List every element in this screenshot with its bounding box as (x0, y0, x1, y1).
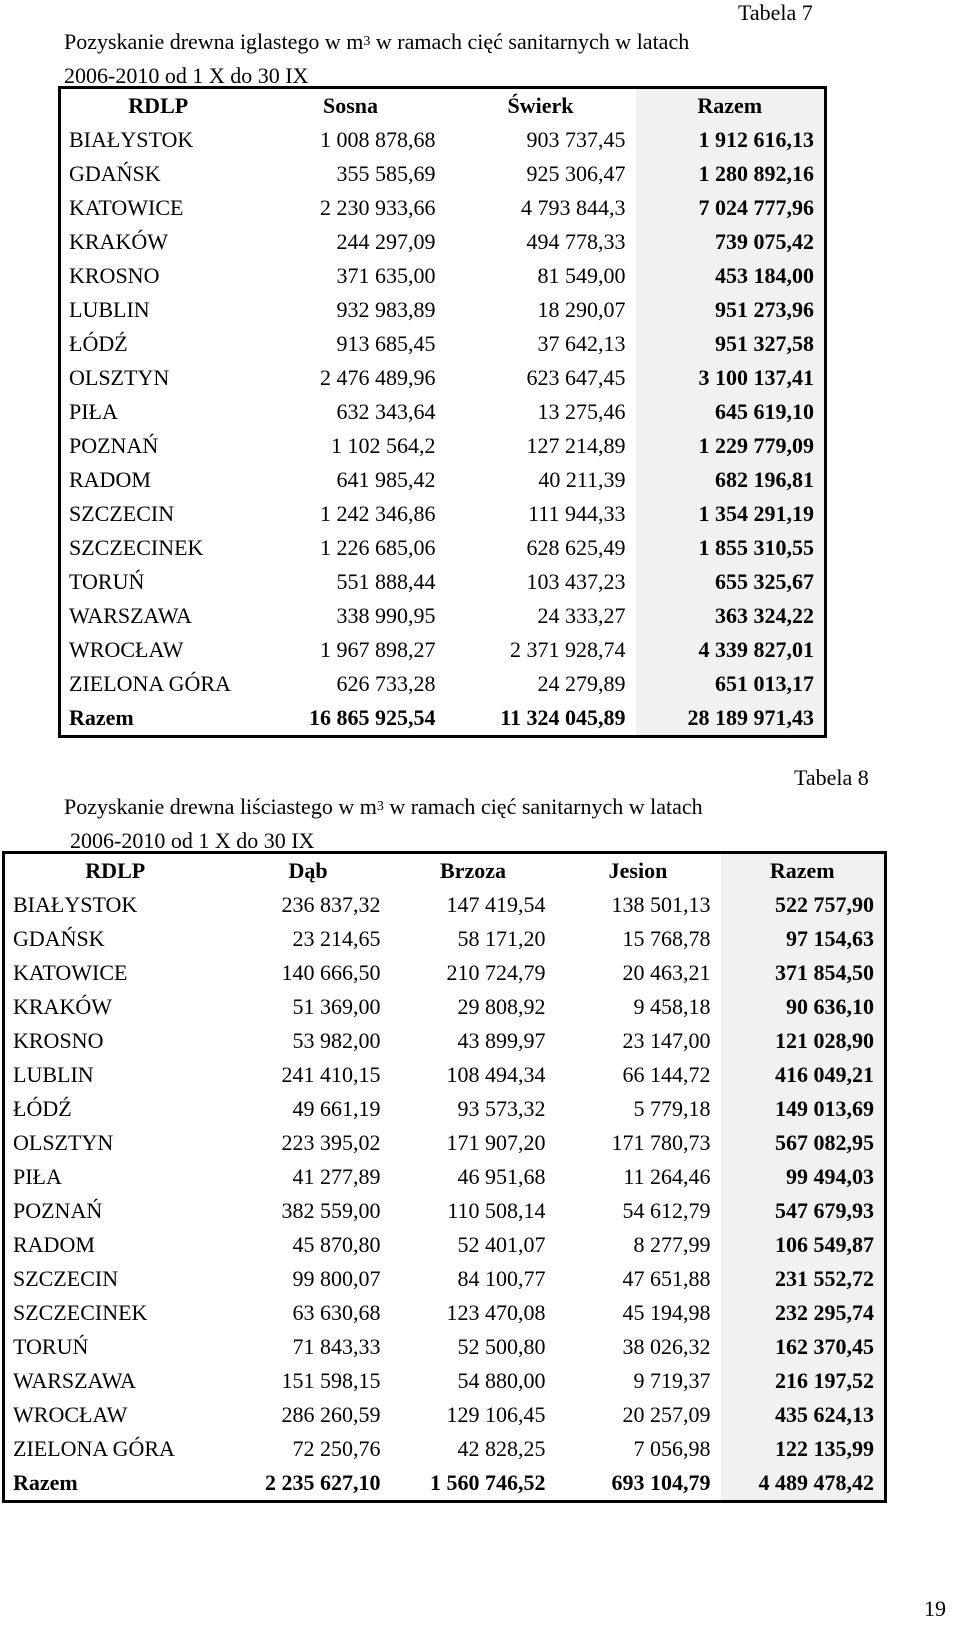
value-cell: 63 630,68 (292, 1300, 381, 1325)
value-cell: 913 685,45 (336, 331, 436, 356)
value-cell: 54 880,00 (457, 1368, 546, 1393)
value-cell: 494 778,33 (526, 229, 626, 254)
value-cell: 29 808,92 (457, 994, 546, 1019)
table-row (60, 191, 826, 225)
value-cell: 38 026,32 (622, 1334, 711, 1359)
value-cell: 16 865 925,54 (309, 705, 436, 730)
rdlp-cell: WARSZAWA (69, 603, 192, 628)
value-cell: 223 395,02 (281, 1130, 381, 1155)
value-cell: 7 056,98 (633, 1436, 711, 1461)
value-cell: 71 843,33 (292, 1334, 381, 1359)
value-cell: 66 144,72 (622, 1062, 711, 1087)
table-row (4, 1058, 886, 1092)
table-row (4, 1024, 886, 1058)
total-cell: 1 354 291,19 (636, 497, 826, 531)
total-cell: 1 280 892,16 (636, 157, 826, 191)
table-row (60, 225, 826, 259)
value-cell: 1 560 746,52 (430, 1470, 546, 1495)
table-row (4, 1228, 886, 1262)
table-7-caption-sup: 3 (363, 34, 371, 49)
total-cell: 951 273,96 (636, 293, 826, 327)
value-cell: 286 260,59 (281, 1402, 381, 1427)
value-cell: 24 279,89 (537, 671, 626, 696)
value-cell: 382 559,00 (281, 1198, 381, 1223)
table-row (4, 1092, 886, 1126)
table-8-header-row (4, 853, 886, 889)
total-cell: 4 489 478,42 (721, 1466, 886, 1502)
rdlp-cell: SZCZECINEK (13, 1300, 148, 1325)
rdlp-cell: Razem (69, 705, 134, 730)
rdlp-cell: KRAKÓW (13, 994, 112, 1019)
value-cell: 18 290,07 (537, 297, 626, 322)
table-8-caption-years: 2006-2010 od 1 X do 30 IX (70, 828, 315, 853)
table-7-caption-years: 2006-2010 od 1 X do 30 IX (64, 63, 309, 88)
rdlp-cell: TORUŃ (69, 569, 145, 594)
total-cell: 162 370,45 (721, 1330, 886, 1364)
total-cell: 216 197,52 (721, 1364, 886, 1398)
value-cell: 1 008 878,68 (320, 127, 436, 152)
total-cell: 121 028,90 (721, 1024, 886, 1058)
value-cell: 123 470,08 (446, 1300, 546, 1325)
table-row (60, 633, 826, 667)
value-cell: 41 277,89 (292, 1164, 381, 1189)
total-cell: 435 624,13 (721, 1398, 886, 1432)
value-cell: 932 983,89 (336, 297, 436, 322)
value-cell: 355 585,69 (336, 161, 436, 186)
table-row (4, 956, 886, 990)
table-total-row (4, 1466, 886, 1502)
value-cell: 108 494,34 (446, 1062, 546, 1087)
value-cell: 551 888,44 (336, 569, 436, 594)
table-7-caption (64, 27, 824, 91)
value-cell: 23 214,65 (292, 926, 381, 951)
total-cell: 682 196,81 (636, 463, 826, 497)
column-header: Razem (636, 88, 826, 124)
value-cell: 20 257,09 (622, 1402, 711, 1427)
table-7-label: Tabela 7 (738, 0, 813, 25)
value-cell: 127 214,89 (526, 433, 626, 458)
value-cell: 111 944,33 (528, 501, 626, 526)
column-header: Brzoza (440, 858, 506, 883)
rdlp-cell: WROCŁAW (69, 637, 184, 662)
rdlp-cell: PIŁA (13, 1164, 62, 1189)
value-cell: 241 410,15 (281, 1062, 381, 1087)
table-8 (2, 851, 887, 1503)
total-cell: 28 189 971,43 (636, 701, 826, 737)
value-cell: 623 647,45 (526, 365, 626, 390)
value-cell: 11 324 045,89 (500, 705, 626, 730)
total-cell: 739 075,42 (636, 225, 826, 259)
total-cell: 655 325,67 (636, 565, 826, 599)
value-cell: 171 780,73 (611, 1130, 711, 1155)
table-row (4, 1194, 886, 1228)
table-row (60, 497, 826, 531)
value-cell: 236 837,32 (281, 892, 381, 917)
table-8-caption-text: Pozyskanie drewna liściastego w m (64, 794, 377, 819)
value-cell: 47 651,88 (622, 1266, 711, 1291)
table-row (4, 1160, 886, 1194)
table-row (60, 531, 826, 565)
column-header: Razem (721, 853, 886, 889)
rdlp-cell: RADOM (69, 467, 151, 492)
rdlp-cell: GDAŃSK (69, 161, 161, 186)
total-cell: 232 295,74 (721, 1296, 886, 1330)
value-cell: 2 235 627,10 (265, 1470, 381, 1495)
table-row (4, 1398, 886, 1432)
rdlp-cell: SZCZECIN (69, 501, 175, 526)
table-row (60, 599, 826, 633)
rdlp-cell: ZIELONA GÓRA (13, 1436, 175, 1461)
table-8-caption-sup: 3 (376, 799, 384, 814)
value-cell: 641 985,42 (336, 467, 436, 492)
total-cell: 4 339 827,01 (636, 633, 826, 667)
total-cell: 416 049,21 (721, 1058, 886, 1092)
rdlp-cell: PIŁA (69, 399, 118, 424)
table-row (60, 327, 826, 361)
table-8-caption-text-end: w ramach cięć sanitarnych w latach (383, 794, 703, 819)
total-cell: 453 184,00 (636, 259, 826, 293)
table-row (60, 667, 826, 701)
rdlp-cell: OLSZTYN (13, 1130, 114, 1155)
table-7-caption-text-end: w ramach cięć sanitarnych w latach (370, 29, 690, 54)
column-header: Jesion (608, 858, 668, 883)
total-cell: 1 229 779,09 (636, 429, 826, 463)
column-header: Świerk (507, 93, 574, 118)
value-cell: 903 737,45 (526, 127, 626, 152)
table-row (4, 888, 886, 922)
table-row (60, 157, 826, 191)
value-cell: 72 250,76 (292, 1436, 381, 1461)
total-cell: 1 912 616,13 (636, 123, 826, 157)
rdlp-cell: ZIELONA GÓRA (69, 671, 231, 696)
value-cell: 140 666,50 (281, 960, 381, 985)
value-cell: 925 306,47 (526, 161, 626, 186)
rdlp-cell: LUBLIN (69, 297, 150, 322)
rdlp-cell: ŁÓDŹ (69, 331, 128, 356)
value-cell: 20 463,21 (622, 960, 711, 985)
table-total-row (60, 701, 826, 737)
total-cell: 122 135,99 (721, 1432, 886, 1466)
table-row (60, 293, 826, 327)
rdlp-cell: KROSNO (69, 263, 160, 288)
value-cell: 693 104,79 (611, 1470, 711, 1495)
total-cell: 149 013,69 (721, 1092, 886, 1126)
table-row (60, 259, 826, 293)
value-cell: 151 598,15 (281, 1368, 381, 1393)
table-8-caption (64, 792, 924, 856)
rdlp-cell: POZNAŃ (13, 1198, 103, 1223)
total-cell: 567 082,95 (721, 1126, 886, 1160)
value-cell: 4 793 844,3 (521, 195, 626, 220)
value-cell: 1 226 685,06 (320, 535, 436, 560)
rdlp-cell: KATOWICE (13, 960, 128, 985)
value-cell: 52 500,80 (457, 1334, 546, 1359)
rdlp-cell: WARSZAWA (13, 1368, 136, 1393)
value-cell: 42 828,25 (457, 1436, 546, 1461)
table-7-header-row (60, 88, 826, 124)
value-cell: 632 343,64 (336, 399, 436, 424)
page-number: 19 (924, 1596, 946, 1621)
column-header: Sosna (322, 93, 379, 118)
rdlp-cell: SZCZECIN (13, 1266, 119, 1291)
total-cell: 522 757,90 (721, 888, 886, 922)
value-cell: 9 458,18 (633, 994, 711, 1019)
value-cell: 43 899,97 (457, 1028, 546, 1053)
total-cell: 90 636,10 (721, 990, 886, 1024)
value-cell: 40 211,39 (538, 467, 626, 492)
value-cell: 54 612,79 (622, 1198, 711, 1223)
value-cell: 244 297,09 (336, 229, 436, 254)
table-row (4, 1432, 886, 1466)
table-row (4, 1296, 886, 1330)
table-row (60, 361, 826, 395)
value-cell: 110 508,14 (447, 1198, 546, 1223)
table-row (60, 429, 826, 463)
value-cell: 58 171,20 (457, 926, 546, 951)
rdlp-cell: KROSNO (13, 1028, 104, 1053)
table-row (4, 922, 886, 956)
total-cell: 106 549,87 (721, 1228, 886, 1262)
total-cell: 231 552,72 (721, 1262, 886, 1296)
value-cell: 81 549,00 (537, 263, 626, 288)
total-cell: 3 100 137,41 (636, 361, 826, 395)
value-cell: 8 277,99 (633, 1232, 711, 1257)
rdlp-cell: BIAŁYSTOK (13, 892, 138, 917)
value-cell: 99 800,07 (292, 1266, 381, 1291)
value-cell: 45 870,80 (292, 1232, 381, 1257)
rdlp-cell: OLSZTYN (69, 365, 170, 390)
table-7-caption-text: Pozyskanie drewna iglastego w m (64, 29, 364, 54)
value-cell: 84 100,77 (457, 1266, 546, 1291)
value-cell: 2 476 489,96 (320, 365, 436, 390)
value-cell: 2 230 933,66 (320, 195, 436, 220)
value-cell: 23 147,00 (622, 1028, 711, 1053)
total-cell: 371 854,50 (721, 956, 886, 990)
value-cell: 5 779,18 (633, 1096, 711, 1121)
value-cell: 147 419,54 (446, 892, 546, 917)
value-cell: 138 501,13 (611, 892, 711, 917)
rdlp-cell: SZCZECINEK (69, 535, 204, 560)
value-cell: 371 635,00 (336, 263, 436, 288)
column-header: RDLP (85, 858, 146, 883)
value-cell: 628 625,49 (526, 535, 626, 560)
value-cell: 52 401,07 (457, 1232, 546, 1257)
column-header: RDLP (128, 93, 189, 118)
value-cell: 45 194,98 (622, 1300, 711, 1325)
rdlp-cell: GDAŃSK (13, 926, 105, 951)
value-cell: 338 990,95 (336, 603, 436, 628)
total-cell: 7 024 777,96 (636, 191, 826, 225)
rdlp-cell: ŁÓDŹ (13, 1096, 72, 1121)
total-cell: 97 154,63 (721, 922, 886, 956)
rdlp-cell: RADOM (13, 1232, 95, 1257)
table-8-label: Tabela 8 (794, 765, 869, 790)
value-cell: 93 573,32 (457, 1096, 546, 1121)
value-cell: 9 719,37 (633, 1368, 711, 1393)
total-cell: 547 679,93 (721, 1194, 886, 1228)
table-row (60, 565, 826, 599)
value-cell: 15 768,78 (622, 926, 711, 951)
table-row (4, 990, 886, 1024)
value-cell: 11 264,46 (623, 1164, 711, 1189)
value-cell: 171 907,20 (446, 1130, 546, 1155)
value-cell: 1 967 898,27 (320, 637, 436, 662)
value-cell: 626 733,28 (336, 671, 436, 696)
table-row (60, 463, 826, 497)
rdlp-cell: Razem (13, 1470, 78, 1495)
total-cell: 99 494,03 (721, 1160, 886, 1194)
rdlp-cell: WROCŁAW (13, 1402, 128, 1427)
table-row (4, 1262, 886, 1296)
total-cell: 363 324,22 (636, 599, 826, 633)
value-cell: 210 724,79 (446, 960, 546, 985)
value-cell: 51 369,00 (292, 994, 381, 1019)
table-row (60, 123, 826, 157)
rdlp-cell: KATOWICE (69, 195, 184, 220)
value-cell: 49 661,19 (292, 1096, 381, 1121)
value-cell: 53 982,00 (292, 1028, 381, 1053)
value-cell: 103 437,23 (526, 569, 626, 594)
rdlp-cell: TORUŃ (13, 1334, 89, 1359)
value-cell: 1 242 346,86 (320, 501, 436, 526)
value-cell: 13 275,46 (537, 399, 626, 424)
total-cell: 651 013,17 (636, 667, 826, 701)
column-header: Dąb (288, 858, 328, 883)
total-cell: 951 327,58 (636, 327, 826, 361)
rdlp-cell: BIAŁYSTOK (69, 127, 194, 152)
total-cell: 1 855 310,55 (636, 531, 826, 565)
value-cell: 46 951,68 (457, 1164, 546, 1189)
value-cell: 1 102 564,2 (331, 433, 436, 458)
value-cell: 24 333,27 (537, 603, 626, 628)
table-row (60, 395, 826, 429)
value-cell: 37 642,13 (537, 331, 626, 356)
rdlp-cell: POZNAŃ (69, 433, 159, 458)
rdlp-cell: KRAKÓW (69, 229, 168, 254)
value-cell: 129 106,45 (446, 1402, 546, 1427)
rdlp-cell: LUBLIN (13, 1062, 94, 1087)
table-row (4, 1364, 886, 1398)
table-row (4, 1126, 886, 1160)
total-cell: 645 619,10 (636, 395, 826, 429)
value-cell: 2 371 928,74 (510, 637, 626, 662)
table-7 (58, 86, 827, 738)
table-row (4, 1330, 886, 1364)
